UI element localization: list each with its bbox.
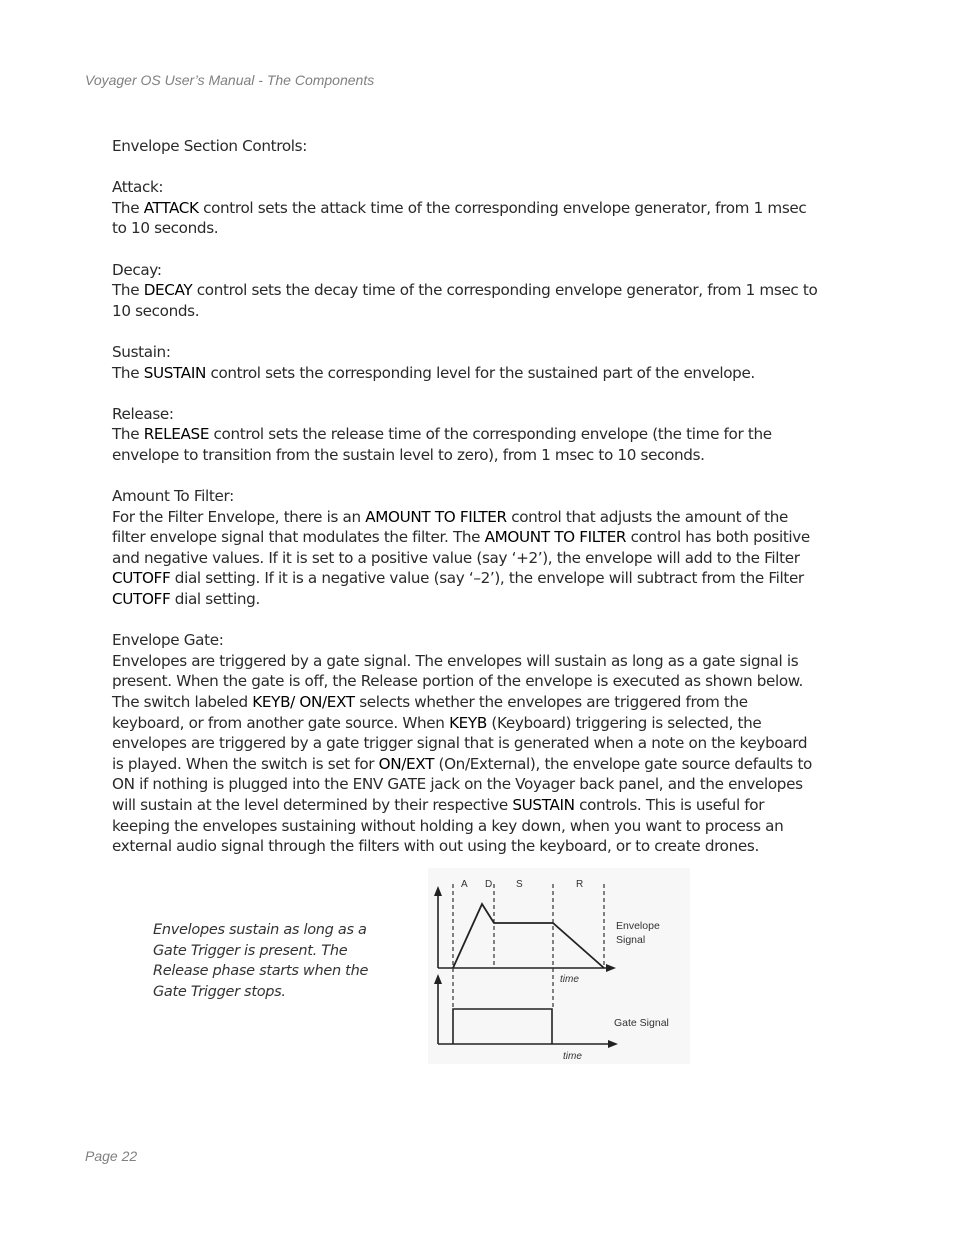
release-heading: Release:: [112, 404, 174, 423]
amount-control-name-1: AMOUNT TO FILTER: [365, 507, 507, 526]
amount-control-name-2: AMOUNT TO FILTER: [484, 528, 627, 547]
stage-label-r: R: [576, 879, 584, 890]
body-text: [112, 136, 822, 877]
attack-control-name: ATTACK: [143, 198, 199, 217]
decay-text-post: control sets the decay time of the corresponding envelope generator, from 1 msec to 10 seconds.: [112, 281, 818, 320]
section-title: Envelope Section Controls:: [112, 137, 307, 155]
cutoff-control-name-1: CUTOFF: [112, 569, 171, 588]
amount-text-3: control has both positive and negative values. If it is set to a positive value (say ‘+2’), the envelope will add to the Filter: [112, 528, 810, 567]
decay-heading: Decay:: [112, 260, 162, 279]
cutoff-control-name-2: CUTOFF: [112, 590, 171, 609]
envelope-label-line-2: Signal: [616, 934, 646, 946]
sustain-paragraph: [112, 342, 822, 383]
gate-text-5: controls. This is useful for keeping the envelopes sustaining without holding a key down, when you want to process an external audio signal through the filters with out using the keyboard, or to create drones.: [112, 796, 784, 856]
stage-label-a: A: [461, 879, 468, 890]
gate-text-2: selects whether the envelopes are triggered from the keyboard, or from another gate source. When: [112, 693, 748, 732]
diagram-background: [428, 868, 690, 1064]
amount-text-4: dial setting. If it is a negative value (say ‘–2’), the envelope will subtract from the Filter: [170, 569, 804, 588]
envelope-gate-diagram: [428, 868, 690, 1064]
amount-text-1: For the Filter Envelope, there is an: [112, 507, 366, 526]
gate-signal-label: Gate Signal: [614, 1017, 669, 1029]
sustain-text-post: control sets the corresponding level for the sustained part of the envelope.: [205, 363, 755, 382]
release-control-name: RELEASE: [143, 425, 210, 444]
sustain-control-name: SUSTAIN: [143, 363, 206, 382]
time-label-top: time: [560, 974, 579, 985]
stage-label-d: D: [485, 879, 493, 890]
stage-label-s: S: [516, 879, 523, 890]
amount-paragraph: [112, 486, 822, 610]
sustain-text-pre: The: [112, 363, 144, 382]
decay-paragraph: [112, 260, 822, 322]
keyb-onext-control-name: KEYB/ ON/EXT: [252, 693, 355, 712]
keyb-control-name: KEYB: [449, 713, 487, 732]
decay-control-name: DECAY: [143, 281, 193, 300]
amount-text-2: control that adjusts the amount of the filter envelope signal that modulates the filter. The: [112, 507, 789, 547]
envelope-label-line-1: Envelope: [616, 920, 660, 932]
gate-paragraph: [112, 630, 822, 857]
amount-heading: Amount To Filter:: [112, 487, 234, 506]
sustain-control-name-gate: SUSTAIN: [512, 796, 575, 814]
release-text-pre: The: [112, 425, 144, 444]
gate-text-1: Envelopes are triggered by a gate signal. The envelopes will sustain as long as a gate signal is present. When the gate is off, the Release portion of the envelope is executed as shown below. The switch labeled: [112, 651, 803, 712]
page-number: Page 22: [85, 1148, 138, 1164]
onext-control-name: ON/EXT: [378, 754, 435, 773]
gate-heading: Envelope Gate:: [112, 631, 224, 650]
running-header: Voyager OS User’s Manual - The Components: [85, 72, 375, 88]
time-label-bottom: time: [563, 1051, 582, 1062]
attack-text-post: control sets the attack time of the corresponding envelope generator, from 1 msec to 10 seconds.: [112, 198, 807, 238]
release-text-post: control sets the release time of the corresponding envelope (the time for the envelope to transition from the sustain level to zero), from 1 msec to 10 seconds.: [112, 425, 772, 464]
decay-text-pre: The: [112, 281, 144, 300]
amount-text-5: dial setting.: [170, 590, 260, 609]
attack-text-pre: The: [112, 198, 144, 217]
figure-caption: Envelopes sustain as long as a Gate Trigger is present. The Release phase starts when the Gate Trigger stops.: [153, 922, 369, 1000]
sustain-heading: Sustain:: [112, 342, 171, 361]
attack-paragraph: [112, 177, 822, 239]
attack-heading: Attack:: [112, 178, 164, 197]
gate-text-3: (Keyboard) triggering is selected, the envelopes are triggered by a gate trigger signal that is generated when a note on the keyboard is played. When the switch is set for: [112, 713, 808, 773]
gate-text-4: (On/External), the envelope gate source defaults to ON if nothing is plugged into the ENV GATE jack on the Voyager back panel, and the envelopes will sustain at the level determined by their respective: [112, 754, 812, 814]
release-paragraph: [112, 404, 822, 466]
